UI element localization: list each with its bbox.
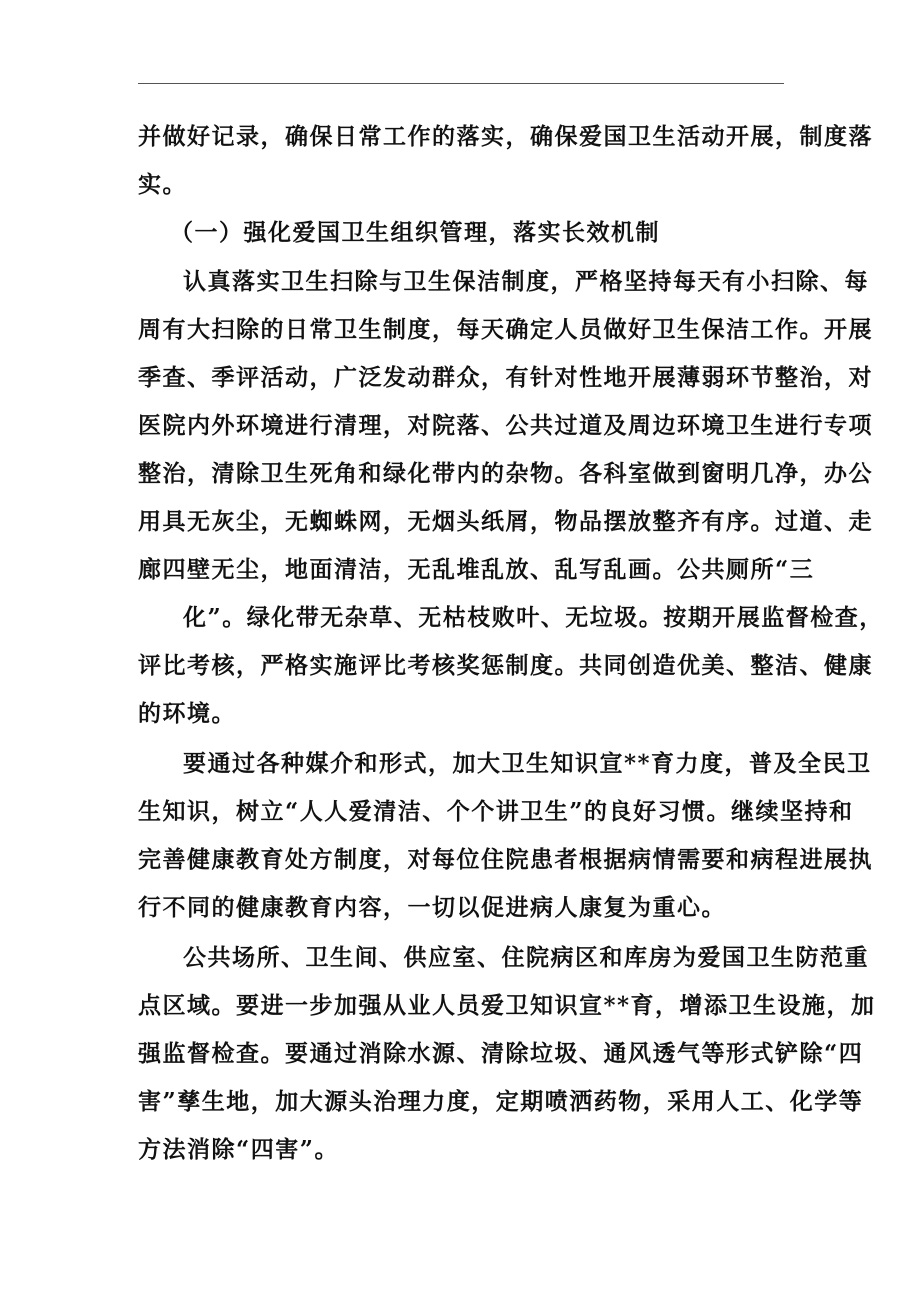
text-line: 并做好记录，确保日常工作的落实，确保爱国卫生活动开展，制度落 — [138, 123, 873, 150]
text-line: 评比考核，严格实施评比考核奖惩制度。共同创造优美、整洁、健康 — [138, 652, 873, 679]
text-line: 整治，清除卫生死角和绿化带内的杂物。各科室做到窗明几净，办公 — [138, 460, 873, 487]
text-line: 强监督检查。要通过消除水源、清除垃圾、通风透气等形式铲除“四 — [138, 1040, 864, 1067]
text-line: 季查、季评活动，广泛发动群众，有针对性地开展薄弱环节整治，对 — [138, 364, 873, 391]
text-line: 周有大扫除的日常卫生制度，每天确定人员做好卫生保洁工作。开展 — [138, 316, 873, 343]
section-heading: （一）强化爱国卫生组织管理，落实长效机制 — [170, 219, 660, 246]
text-line: 方法消除“四害”。 — [138, 1136, 339, 1163]
text-line: 实。 — [138, 171, 187, 198]
text-line: 用具无灰尘，无蜘蛛网，无烟头纸屑，物品摆放整齐有序。过道、走 — [138, 508, 873, 535]
text-line: 害”孳生地，加大源头治理力度，定期喷洒药物，采用人工、化学等 — [138, 1088, 864, 1115]
text-line: 行不同的健康教育内容，一切以促进病人康复为重心。 — [138, 894, 726, 921]
text-line: 要通过各种媒介和形式，加大卫生知识宣**育力度，普及全民卫 — [183, 750, 872, 777]
text-line: 医院内外环境进行清理，对院落、公共过道及周边环境卫生进行专项 — [138, 412, 873, 439]
text-line: 廊四壁无尘，地面清洁，无乱堆乱放、乱写乱画。公共厕所“三 — [138, 556, 815, 583]
text-line: 点区域。要进一步加强从业人员爱卫知识宣**育，增添卫生设施，加 — [138, 992, 876, 1019]
text-line: 认真落实卫生扫除与卫生保洁制度，严格坚持每天有小扫除、每 — [183, 268, 869, 295]
text-line: 完善健康教育处方制度，对每位住院患者根据病情需要和病程进展执 — [138, 846, 873, 873]
header-rule — [138, 83, 784, 84]
text-line: 的环境。 — [138, 700, 236, 727]
text-line: 公共场所、卫生间、供应室、住院病区和库房为爱国卫生防范重 — [183, 944, 869, 971]
text-line: 化”。绿化带无杂草、无枯枝败叶、无垃圾。按期开展监督检查， — [183, 604, 884, 631]
text-line: 生知识，树立“人人爱清洁、个个讲卫生”的良好习惯。继续坚持和 — [138, 798, 854, 825]
